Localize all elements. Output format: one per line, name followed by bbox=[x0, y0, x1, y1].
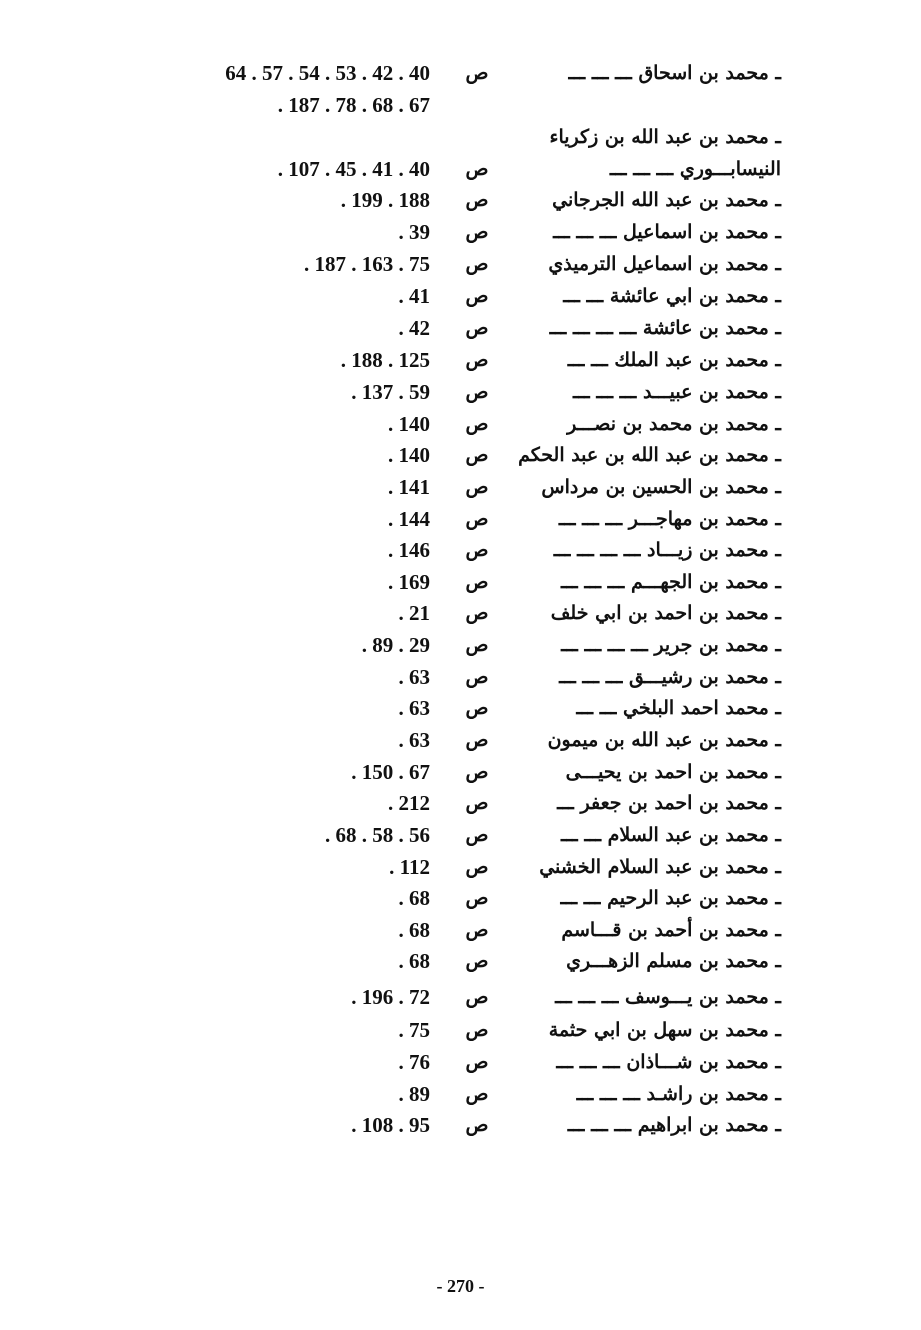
entry-name: ـ محمد بن عبيـــد ـــ ـــ ـــ bbox=[573, 381, 781, 403]
entry-name: ـ محمد بن راشـد ـــ ـــ ـــ bbox=[576, 1083, 781, 1105]
page-references: . 41 bbox=[398, 284, 430, 308]
page-references: . 39 bbox=[398, 220, 430, 244]
page-abbrev: ص bbox=[465, 158, 489, 180]
page-abbrev: ص bbox=[465, 539, 489, 561]
page-abbrev: ص bbox=[465, 919, 489, 941]
page-abbrev: ص bbox=[465, 285, 489, 307]
page-abbrev: ص bbox=[465, 1083, 489, 1105]
index-entry bbox=[0, 281, 921, 311]
page-references: . 68 bbox=[398, 949, 430, 973]
entry-name: ـ محمد بن سهل بن ابي حثمة bbox=[548, 1019, 781, 1041]
page-references: . 63 bbox=[398, 665, 430, 689]
index-entry bbox=[0, 852, 921, 882]
page-references: . 76 bbox=[398, 1050, 430, 1074]
entry-name: ـ محمد بن يـــوسف ـــ ـــ ـــ bbox=[555, 986, 781, 1008]
entry-name: ـ محمد بن احمد بن ابي خلف bbox=[550, 602, 781, 624]
page-abbrev: ص bbox=[465, 1051, 489, 1073]
page-references: . 68 bbox=[398, 886, 430, 910]
index-entry bbox=[0, 345, 921, 375]
index-entry bbox=[0, 249, 921, 279]
entry-name: ـ محمد بن ابي عائشة ـــ ـــ bbox=[563, 285, 781, 307]
index-entry bbox=[0, 440, 921, 470]
entry-name: ـ محمد بن الجهـــم ـــ ـــ ـــ bbox=[561, 571, 781, 593]
entry-name: ـ محمد بن جرير ـــ ـــ ـــ ـــ bbox=[561, 634, 781, 656]
index-entry bbox=[0, 630, 921, 660]
entry-name: ـ محمد بن عبد الله بن ميمون bbox=[547, 729, 781, 751]
page-abbrev: ص bbox=[465, 602, 489, 624]
page-abbrev: ص bbox=[465, 1019, 489, 1041]
page-references: . 75 bbox=[398, 1018, 430, 1042]
entry-name: ـ محمد بن زيـــاد ـــ ـــ ـــ ـــ bbox=[553, 539, 781, 561]
page-references: . 63 bbox=[398, 696, 430, 720]
page-abbrev: ص bbox=[465, 221, 489, 243]
index-entry bbox=[0, 567, 921, 597]
index-entry bbox=[0, 725, 921, 755]
entry-name: ـ محمد بن عبد السلام الخشني bbox=[539, 856, 781, 878]
page-references: . 187 . 163 . 75 bbox=[304, 252, 430, 276]
index-entry bbox=[0, 757, 921, 787]
entry-name: ـ محمد بن محمد بن نصـــر bbox=[567, 413, 781, 435]
entry-name: ـ محمد بن عبد الملك ـــ ـــ bbox=[567, 349, 781, 371]
page-abbrev: ص bbox=[465, 253, 489, 275]
page-references: . 63 bbox=[398, 728, 430, 752]
index-entry bbox=[0, 982, 921, 1012]
index-entry bbox=[0, 883, 921, 913]
page-references: . 108 . 95 bbox=[351, 1113, 430, 1137]
index-entry bbox=[0, 1015, 921, 1045]
entry-name: ـ محمد بن الحسين بن مرداس bbox=[541, 476, 781, 498]
page-abbrev: ص bbox=[465, 317, 489, 339]
page-abbrev: ص bbox=[465, 381, 489, 403]
page-abbrev: ص bbox=[465, 1114, 489, 1136]
index-entry bbox=[0, 535, 921, 565]
index-entry bbox=[0, 472, 921, 502]
page-abbrev: ص bbox=[465, 62, 489, 84]
page-references: . 199 . 188 bbox=[340, 188, 430, 212]
index-entry bbox=[0, 409, 921, 439]
page-abbrev: ص bbox=[465, 824, 489, 846]
page-references: . 112 bbox=[389, 855, 430, 879]
page-references: . 89 . 29 bbox=[361, 633, 430, 657]
entry-name: ـ محمد بن اسماعيل الترميذي bbox=[548, 253, 781, 275]
index-entry bbox=[0, 1079, 921, 1109]
page-abbrev: ص bbox=[465, 444, 489, 466]
entry-name: النيسابـــوري ـــ ـــ ـــ bbox=[609, 158, 781, 180]
index-entry bbox=[0, 504, 921, 534]
page-abbrev: ص bbox=[465, 729, 489, 751]
page-references: . 188 . 125 bbox=[340, 348, 430, 372]
page-references: . 146 bbox=[388, 538, 430, 562]
page-abbrev: ص bbox=[465, 349, 489, 371]
index-entry bbox=[0, 915, 921, 945]
page-references: . 68 bbox=[398, 918, 430, 942]
page-abbrev: ص bbox=[465, 697, 489, 719]
page-references: . 150 . 67 bbox=[351, 760, 430, 784]
page-references: . 89 bbox=[398, 1082, 430, 1106]
page-references: . 141 bbox=[388, 475, 430, 499]
page-references: . 140 bbox=[388, 443, 430, 467]
index-entry bbox=[0, 313, 921, 343]
index-entry bbox=[0, 820, 921, 850]
page-number: - 270 - bbox=[436, 1276, 485, 1296]
page-abbrev: ص bbox=[465, 792, 489, 814]
entry-name: ـ محمد بن عبد السلام ـــ ـــ bbox=[561, 824, 781, 846]
page-references: . 107 . 45 . 41 . 40 bbox=[277, 157, 430, 181]
page-abbrev: ص bbox=[465, 887, 489, 909]
index-entry bbox=[0, 58, 921, 88]
entry-name: ـ محمد بن اسماعيل ـــ ـــ ـــ bbox=[553, 221, 781, 243]
index-entry bbox=[0, 598, 921, 628]
index-entry bbox=[0, 788, 921, 818]
index-entry bbox=[0, 946, 921, 976]
entry-name: ـ محمد بن اسحاق ـــ ـــ ـــ bbox=[568, 62, 781, 84]
index-entry bbox=[0, 377, 921, 407]
entry-name: ـ محمد بن عبد الله الجرجاني bbox=[552, 189, 781, 211]
page-references: 64 . 57 . 54 . 53 . 42 . 40 bbox=[225, 61, 430, 85]
entry-name: ـ محمد بن مسلم الزهـــري bbox=[566, 950, 781, 972]
page-abbrev: ص bbox=[465, 189, 489, 211]
entry-name: ـ محمد بن احمد بن جعفر ـــ bbox=[557, 792, 781, 814]
page-references: . 42 bbox=[398, 316, 430, 340]
page-abbrev: ص bbox=[465, 476, 489, 498]
index-entry bbox=[0, 90, 921, 120]
page-abbrev: ص bbox=[465, 666, 489, 688]
page-references: . 196 . 72 bbox=[351, 985, 430, 1009]
entry-name: ـ محمد بن احمد بن يحيـــى bbox=[565, 761, 781, 783]
index-entry bbox=[0, 1047, 921, 1077]
index-entry bbox=[0, 217, 921, 247]
page-references: . 169 bbox=[388, 570, 430, 594]
page-abbrev: ص bbox=[465, 761, 489, 783]
page-references: . 137 . 59 bbox=[351, 380, 430, 404]
entry-name: ـ محمد بن أحمد بن قـــاسم bbox=[561, 919, 781, 941]
page-references: . 68 . 58 . 56 bbox=[325, 823, 430, 847]
page-abbrev: ص bbox=[465, 413, 489, 435]
entry-name: ـ محمد بن عبد الله بن زكرياء bbox=[549, 126, 781, 148]
index-entry bbox=[0, 185, 921, 215]
page-references: . 140 bbox=[388, 412, 430, 436]
page-abbrev: ص bbox=[465, 856, 489, 878]
page-references: . 144 bbox=[388, 507, 430, 531]
index-entry bbox=[0, 693, 921, 723]
page-abbrev: ص bbox=[465, 634, 489, 656]
page-abbrev: ص bbox=[465, 571, 489, 593]
entry-name: ـ محمد بن رشيـــق ـــ ـــ ـــ bbox=[559, 666, 781, 688]
index-entry bbox=[0, 154, 921, 184]
entry-name: ـ محمد بن ابراهيم ـــ ـــ ـــ bbox=[567, 1114, 781, 1136]
index-entry bbox=[0, 662, 921, 692]
page-abbrev: ص bbox=[465, 986, 489, 1008]
index-entry bbox=[0, 122, 921, 152]
page-abbrev: ص bbox=[465, 508, 489, 530]
entry-name: ـ محمد احمد البلخي ـــ ـــ bbox=[576, 697, 781, 719]
page-references: . 187 . 78 . 68 . 67 bbox=[277, 93, 430, 117]
entry-name: ـ محمد بن شـــاذان ـــ ـــ ـــ bbox=[556, 1051, 781, 1073]
page-references: . 21 bbox=[398, 601, 430, 625]
entry-name: ـ محمد بن عبد الرحيم ـــ ـــ bbox=[560, 887, 781, 909]
entry-name: ـ محمد بن مهاجـــر ـــ ـــ ـــ bbox=[558, 508, 781, 530]
entry-name: ـ محمد بن عائشة ـــ ـــ ـــ ـــ bbox=[549, 317, 781, 339]
page-references: . 212 bbox=[388, 791, 430, 815]
page-abbrev: ص bbox=[465, 950, 489, 972]
entry-name: ـ محمد بن عبد الله بن عبد الحكم bbox=[518, 444, 781, 466]
index-entry bbox=[0, 1110, 921, 1140]
